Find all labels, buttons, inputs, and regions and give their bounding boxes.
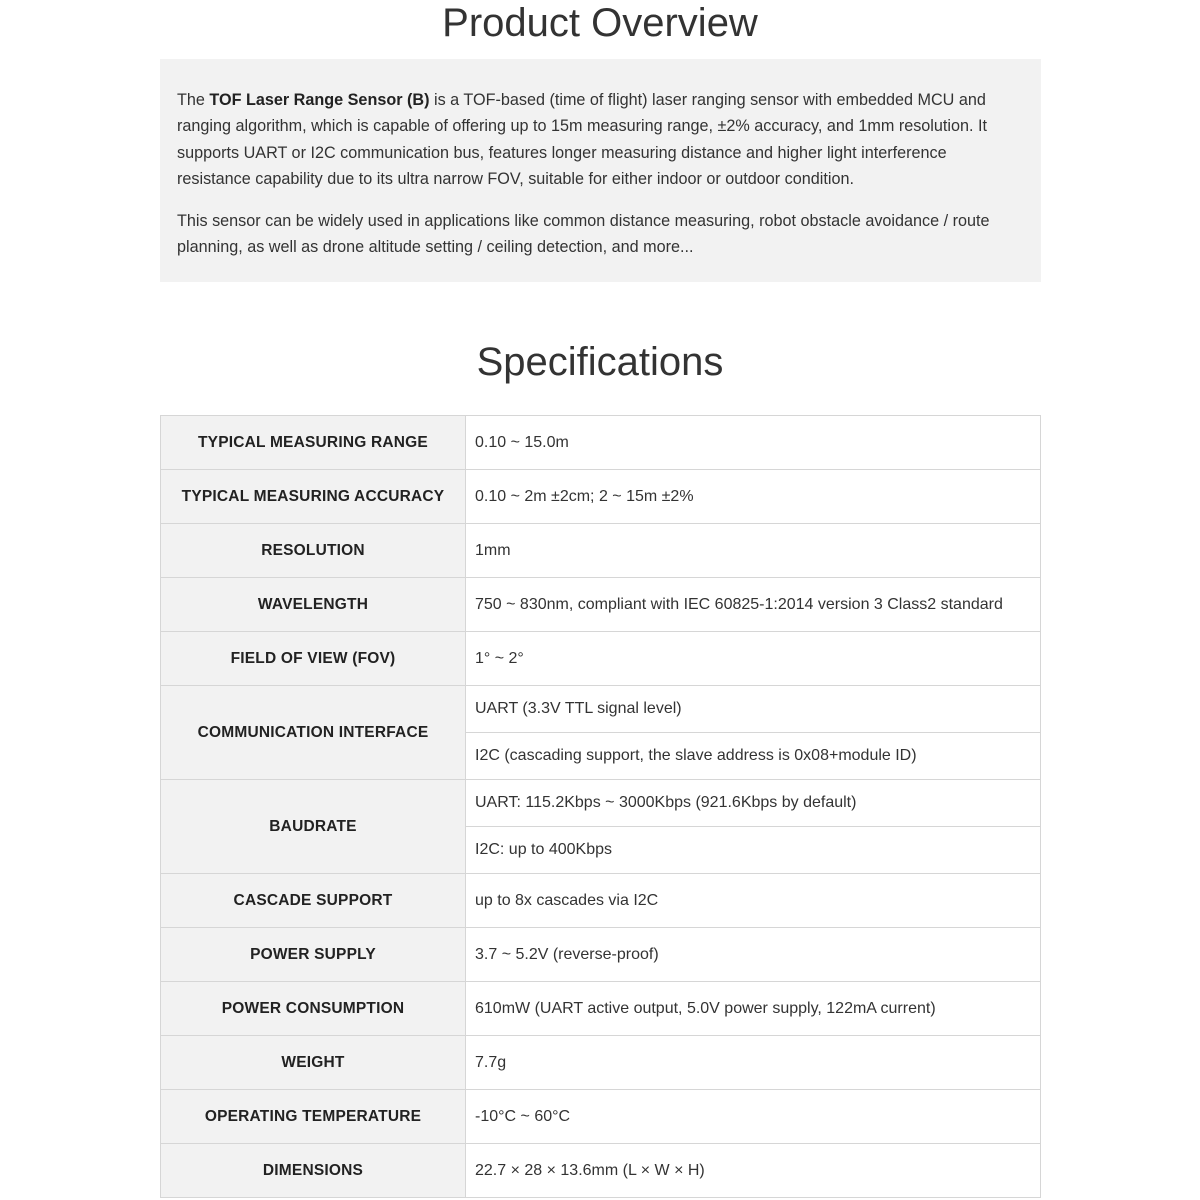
table-row [161,1036,1041,1090]
spec-value: 0.10 ~ 2m ±2cm; 2 ~ 15m ±2% [466,470,1041,524]
specifications-table [160,415,1041,1198]
overview-title: Product Overview [442,1,758,45]
overview-p1-prefix: The [177,91,210,109]
spec-label: BAUDRATE [161,780,466,874]
spec-label: FIELD OF VIEW (FOV) [161,632,466,686]
table-row [161,578,1041,632]
table-row [161,780,1041,827]
spec-label: POWER SUPPLY [161,928,466,982]
specifications-title: Specifications [476,340,724,384]
table-row [161,874,1041,928]
spec-label: WEIGHT [161,1036,466,1090]
spec-value: 0.10 ~ 15.0m [466,416,1041,470]
overview-box [160,59,1041,282]
spec-label: POWER CONSUMPTION [161,982,466,1036]
product-name: TOF Laser Range Sensor (B) [209,91,430,109]
spec-value: 1mm [466,524,1041,578]
spec-label: WAVELENGTH [161,578,466,632]
spec-value: -10°C ~ 60°C [466,1090,1041,1144]
overview-paragraph-1 [177,87,1024,192]
table-row [161,524,1041,578]
spec-label: CASCADE SUPPORT [161,874,466,928]
overview-paragraph-2: This sensor can be widely used in applications like common distance measuring, robot obstacle avoidance / route planning, as well as drone altitude setting / ceiling detection, and more... [177,212,990,257]
spec-label: COMMUNICATION INTERFACE [161,686,466,780]
spec-value: 7.7g [466,1036,1041,1090]
spec-value: UART: 115.2Kbps ~ 3000Kbps (921.6Kbps by default) [466,780,1041,827]
spec-value: 1° ~ 2° [466,632,1041,686]
spec-value: 3.7 ~ 5.2V (reverse-proof) [466,928,1041,982]
spec-value: 610mW (UART active output, 5.0V power supply, 122mA current) [466,982,1041,1036]
table-row [161,1090,1041,1144]
table-row [161,982,1041,1036]
spec-value: up to 8x cascades via I2C [466,874,1041,928]
spec-value: I2C: up to 400Kbps [466,827,1041,874]
overview-p1-rest: is a TOF-based (time of flight) laser ranging sensor with embedded MCU and ranging algorithm, which is capable of offering up to 15m measuring range, ±2% accuracy, and 1mm resolution. It supports UART or I2C communication bus, features longer measuring distance and higher light interference resistance capability due to its ultra narrow FOV, suitable for either indoor or outdoor condition. [177,91,987,188]
spec-label: RESOLUTION [161,524,466,578]
spec-label: DIMENSIONS [161,1144,466,1198]
table-row [161,686,1041,733]
spec-value: I2C (cascading support, the slave address is 0x08+module ID) [466,733,1041,780]
table-row [161,1144,1041,1198]
table-row [161,416,1041,470]
table-row [161,470,1041,524]
spec-label: OPERATING TEMPERATURE [161,1090,466,1144]
table-row [161,928,1041,982]
spec-label: TYPICAL MEASURING RANGE [161,416,466,470]
table-row [161,632,1041,686]
spec-value: UART (3.3V TTL signal level) [466,686,1041,733]
spec-label: TYPICAL MEASURING ACCURACY [161,470,466,524]
spec-value: 22.7 × 28 × 13.6mm (L × W × H) [466,1144,1041,1198]
spec-value: 750 ~ 830nm, compliant with IEC 60825-1:2014 version 3 Class2 standard [466,578,1041,632]
